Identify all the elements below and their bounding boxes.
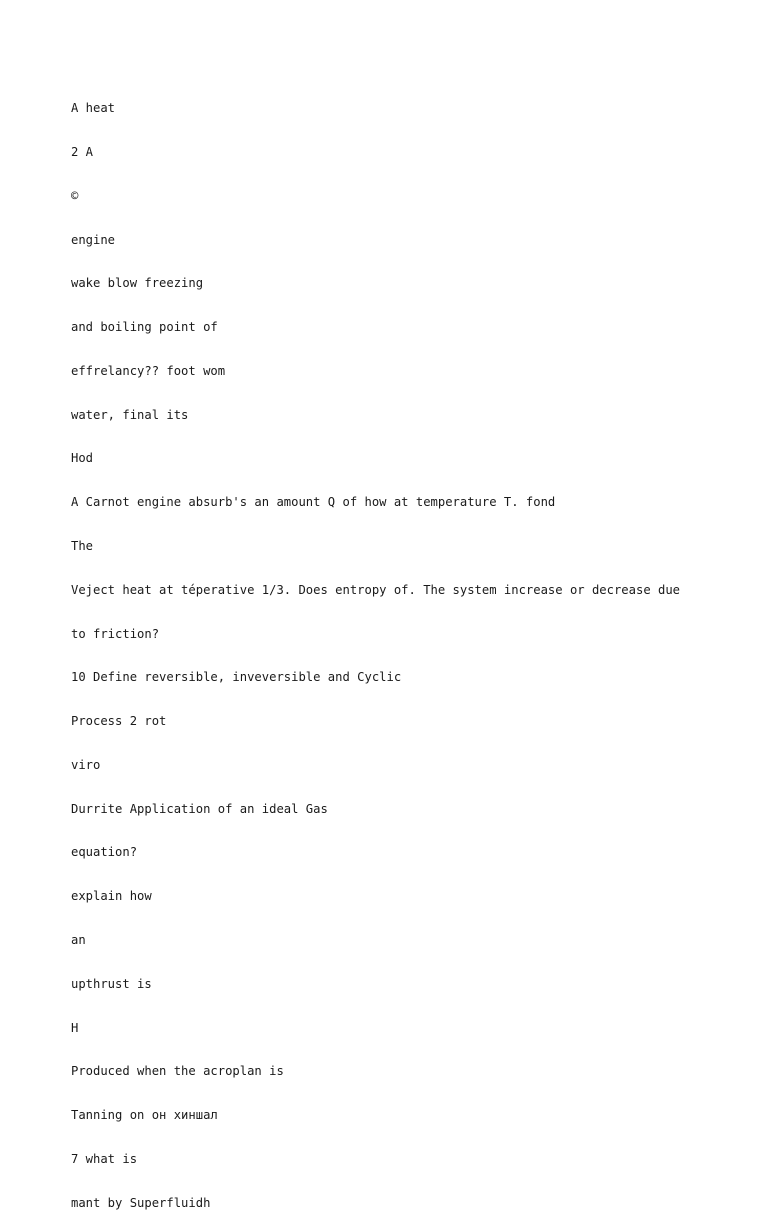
text-line: Produced when the acroplan is [71, 1064, 284, 1079]
text-line: A Carnot engine absurb's an amount Q of how at temperature T. fond [71, 495, 556, 510]
text-line: The [71, 539, 94, 553]
text-line: Process 2 rot [71, 714, 167, 729]
text-line: effrelancy?? foot wom [71, 363, 226, 378]
text-line: © [71, 188, 79, 203]
text-line: engine [71, 232, 116, 247]
document-body [71, 72, 711, 1225]
text-line: A heat [71, 101, 116, 116]
text-line: wake blow freezing [71, 276, 204, 291]
text-line: 7 what is [71, 1151, 138, 1166]
text-line: equation? [71, 845, 138, 860]
text-line: to friction? [71, 626, 160, 641]
text-line: an [71, 933, 86, 948]
text-line: Hod [71, 451, 94, 466]
text-line: explain how [71, 889, 152, 904]
text-line: mant by Superfluidh [71, 1195, 211, 1210]
text-line: upthrust is [71, 976, 152, 991]
text-line: Veject heat at téperative 1/3. Does entropy of. The system increase or decrease due [71, 582, 681, 597]
text-line: 10 Define reversible, inveversible and Cyclic [71, 670, 402, 685]
text-line: Tanning on он хиншал [71, 1108, 218, 1123]
text-line: 2 A [71, 144, 94, 159]
text-line: H [71, 1020, 79, 1035]
text-line: and boiling point of [71, 320, 218, 335]
text-line: viro [71, 757, 101, 772]
text-line: water, final its [71, 407, 189, 422]
text-line: Durrite Application of an ideal Gas [71, 801, 328, 816]
